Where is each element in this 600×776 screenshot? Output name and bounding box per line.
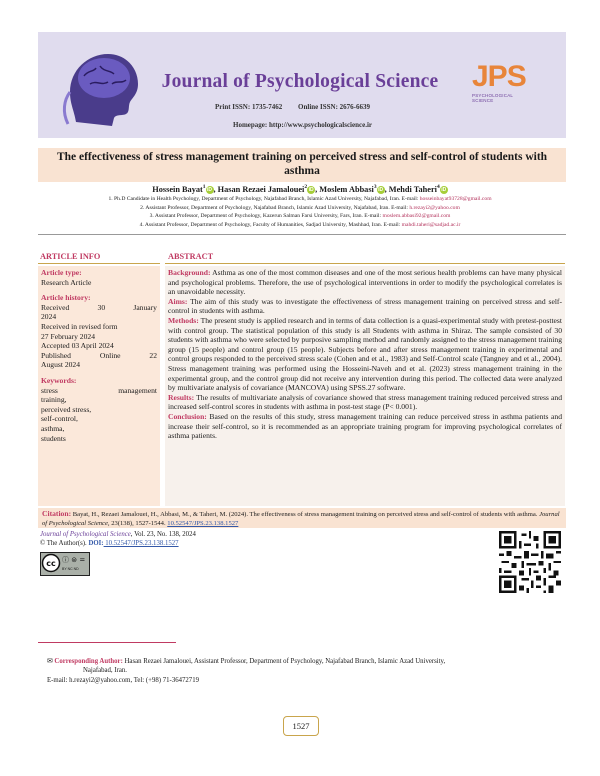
page-number: 1527 (283, 716, 319, 736)
section-label: Background: (168, 268, 211, 277)
citation-rest: , 23(138), 1527-1544. (107, 520, 168, 528)
affiliation-text: 2. Assistant Professor, Department of Psychology, Najafabad Branch, Islamic Azad University, Najafabad, Iran. E-mail: (140, 204, 410, 211)
citation-text: Bayat, H., Rezaei Jamalouei, H., Abbasi, M., & Taheri, M. (2024). The effectiveness of stress management training on perceived stress and self-control of students with asthma. (71, 511, 540, 518)
author-sup: 4 (436, 184, 440, 190)
history-line (41, 303, 157, 313)
journal-volume-line (40, 531, 196, 540)
author-sup: 3 (373, 184, 377, 190)
abstract-results (168, 393, 562, 412)
footnote-rule (38, 642, 176, 643)
keyword: students (41, 433, 66, 443)
keyword-line (41, 386, 157, 396)
citation-journal: Journal of Psychological Science (42, 511, 560, 528)
envelope-icon: ✉ (47, 658, 53, 665)
corresponding-email: E-mail: h.rezayi2@yahoo.com, Tel: (+98) 71-36472719 (47, 676, 200, 684)
journal-title: Journal of Psychological Science (161, 71, 439, 92)
info-rule (38, 263, 160, 264)
citation-doi-link[interactable]: 10.52547/JPS.23.138.1527 (167, 520, 239, 528)
author-name: Mehdi Taheri (388, 184, 437, 194)
corresponding-line: Najafabad, Iran. (83, 667, 127, 675)
separator-line (38, 234, 566, 235)
citation-label: Citation: (42, 509, 72, 518)
orcid-icon[interactable]: iD (308, 186, 314, 193)
copyright-text: © The Author(s). (40, 539, 89, 547)
section-text: Asthma as one of the most common diseases and one of the most serious health problems can have many physical and psychological problems. Therefore, the use of psychological interventions in order to modify the psychological correlates is an unavoidable necessity. (168, 268, 562, 297)
section-label: Results: (168, 392, 195, 402)
qr-code-icon (499, 531, 561, 593)
keyword: stress (41, 385, 58, 395)
keyword: self-control, (41, 414, 78, 424)
affiliation-email[interactable]: moslem.abbasi92@gmail.com (382, 213, 451, 220)
homepage-link[interactable]: Homepage: http://www.psychologicalscience.ir (233, 121, 373, 129)
abstract-rule (165, 263, 565, 264)
jps-logo-subtitle: PSYCHOLOGICAL SCIENCE (472, 93, 513, 103)
journal-ref-volume: , Vol. 23, No. 138, 2024 (130, 531, 196, 538)
affiliation (0, 195, 600, 204)
jps-logo-letters: JPS (472, 60, 526, 93)
license-labels: BY NC ND (62, 567, 79, 571)
jps-logo (472, 62, 530, 103)
affiliation-email[interactable]: hosseinbayat93728@gmail.com (419, 196, 492, 202)
orcid-icon[interactable]: iD (207, 186, 213, 193)
section-label: Aims: (168, 296, 188, 306)
issn-line (215, 103, 384, 111)
article-type-block (41, 268, 157, 287)
affiliations (0, 195, 600, 230)
author-name: Moslem Abbasi (319, 184, 374, 194)
history-part: January (133, 302, 157, 312)
section-label: Conclusion: (168, 411, 207, 421)
history-line: 2024 (41, 312, 57, 322)
abstract-methods (168, 316, 562, 393)
history-part: Published (41, 350, 71, 360)
journal-ref-name: Journal of Psychological Science (40, 531, 131, 538)
article-type-value: Research Article (41, 277, 92, 287)
author-name: Hossein Bayat (152, 184, 203, 194)
license-icons: ⓘ ⊜ = (62, 556, 86, 564)
section-text: Based on the results of this study, stress management training can reduce perceived stress in asthma patients and increase their self-control, so it is recommended as an appropriate training program for improving psychological correlates of asthma patients. (168, 411, 562, 441)
author-sup: 2 (304, 184, 308, 190)
abstract-background (168, 268, 562, 297)
section-text: The present study is applied research and in terms of data collection is a quasi-experimental study with pretest-posttest with control group. The statistical population of this study is all Students with asthma in Shiraz. The sample consisted of 30 students with asthma who were selected by purposive sampling method and randomly assigned to the stress management training group (15 people) and control group (15 people). Subjects before and after stress management training in experimental and control groups responded to the perceived stress scale (Cohen and et al., 1983) and Self-Control scale (Tangney and et al., 2004). Stress management training was performed using the Hosseini-Naveh and et al. (2023) stress management training in the experimental group, and the control group did not receive any intervention during this period. The collected data were analyzed by multivariate analysis of covariance (MANCOVA) using SPSS.27 software. (168, 315, 562, 393)
abstract-body (168, 268, 562, 441)
article-title: The effectiveness of stress management training on perceived stress and self-control of students with asthma (56, 151, 548, 177)
history-part: Online (99, 350, 121, 360)
affiliation (0, 204, 600, 213)
abstract-heading: ABSTRACT (168, 252, 214, 261)
history-part: 22 (149, 350, 157, 360)
corresponding-label: Corresponding Author: (54, 658, 123, 665)
affiliation-email[interactable]: h.rezayi2@yahoo.com (409, 204, 460, 211)
article-history-block (41, 293, 157, 370)
history-line (41, 351, 157, 361)
orcid-icon[interactable]: iD (378, 186, 384, 193)
keywords-block (41, 376, 157, 443)
article-history-label: Article history: (41, 293, 91, 303)
affiliation-text: 1. Ph.D Candidate in Health Psychology, Department of Psychology, Najafabad Branch, Islamic Azad University, Najafabad, Iran. E-mail: (108, 196, 420, 202)
article-info-heading: ARTICLE INFO (40, 252, 101, 261)
corresponding-author (47, 657, 557, 685)
author-list: Hossein Bayat$^1$ iD , Hasan Rezaei Jamalouei$^2$ iD , Moslem Abbasi$^3$ iD , Mehdi Taheri$^4$ iD (152, 184, 447, 194)
abstract-conclusion (168, 412, 562, 441)
history-line: Received in revised form (41, 321, 118, 331)
affiliation (0, 212, 600, 221)
article-type-label: Article type: (41, 268, 82, 277)
journal-reference (40, 531, 196, 549)
keywords-label: Keywords: (41, 375, 77, 385)
copyright-line (40, 540, 196, 549)
keyword: perceived stress, (41, 404, 92, 414)
affiliation-text: 4. Assistant Professor, Department of Psychology, Faculty of Humanities, Sadjad University, Mashhad, Iran. E-mail: (139, 222, 402, 229)
history-line: August 2024 (41, 360, 81, 370)
affiliation-text: 3. Assistant Professor, Department of Psychology, Kazerun Salman Farsi University, Fars, Iran. E-mail: (149, 213, 383, 220)
keyword: asthma, (41, 423, 65, 433)
corresponding-text: Hasan Rezaei Jamalouei, Assistant Professor, Department of Psychology, Najafabad Branch, Islamic Azad University, (122, 658, 446, 665)
print-issn: Print ISSN: 1735-7462 (215, 103, 283, 111)
online-issn: Online ISSN: 2676-6639 (298, 103, 370, 111)
section-text: The results of multivariate analysis of covariance showed that stress management training reduced perceived stress and increased self-control scores in students with asthma in post-test stage (P< 0.001). (168, 392, 562, 412)
orcid-icon[interactable]: iD (441, 186, 447, 193)
affiliation-email[interactable]: mahdi.taheri@sadjad.ac.ir (401, 222, 461, 229)
creative-commons-icon (41, 553, 61, 573)
citation (42, 509, 562, 528)
history-line: Accepted 03 April 2024 (41, 341, 114, 351)
keyword: management (118, 385, 157, 395)
abstract-aims (168, 297, 562, 316)
section-label: Methods: (168, 315, 199, 325)
section-text: The aim of this study was to investigate the effectiveness of stress management training on perceived stress and self-control in students with asthma. (168, 296, 562, 316)
doi-label: DOI: (88, 539, 104, 547)
author-sup: 1 (202, 184, 206, 190)
article-info (41, 268, 157, 449)
history-line: 27 February 2024 (41, 331, 95, 341)
author-name: Hasan Rezaei Jamalouei (217, 184, 305, 194)
history-part: 30 (97, 302, 106, 312)
doi-link[interactable]: 10.52547/JPS.23.138.1527 (103, 539, 179, 547)
cc-text: cc (46, 559, 56, 568)
keyword: training, (41, 395, 67, 405)
history-part: Received (41, 302, 70, 312)
affiliation (0, 221, 600, 230)
corresponding-line (47, 657, 557, 666)
